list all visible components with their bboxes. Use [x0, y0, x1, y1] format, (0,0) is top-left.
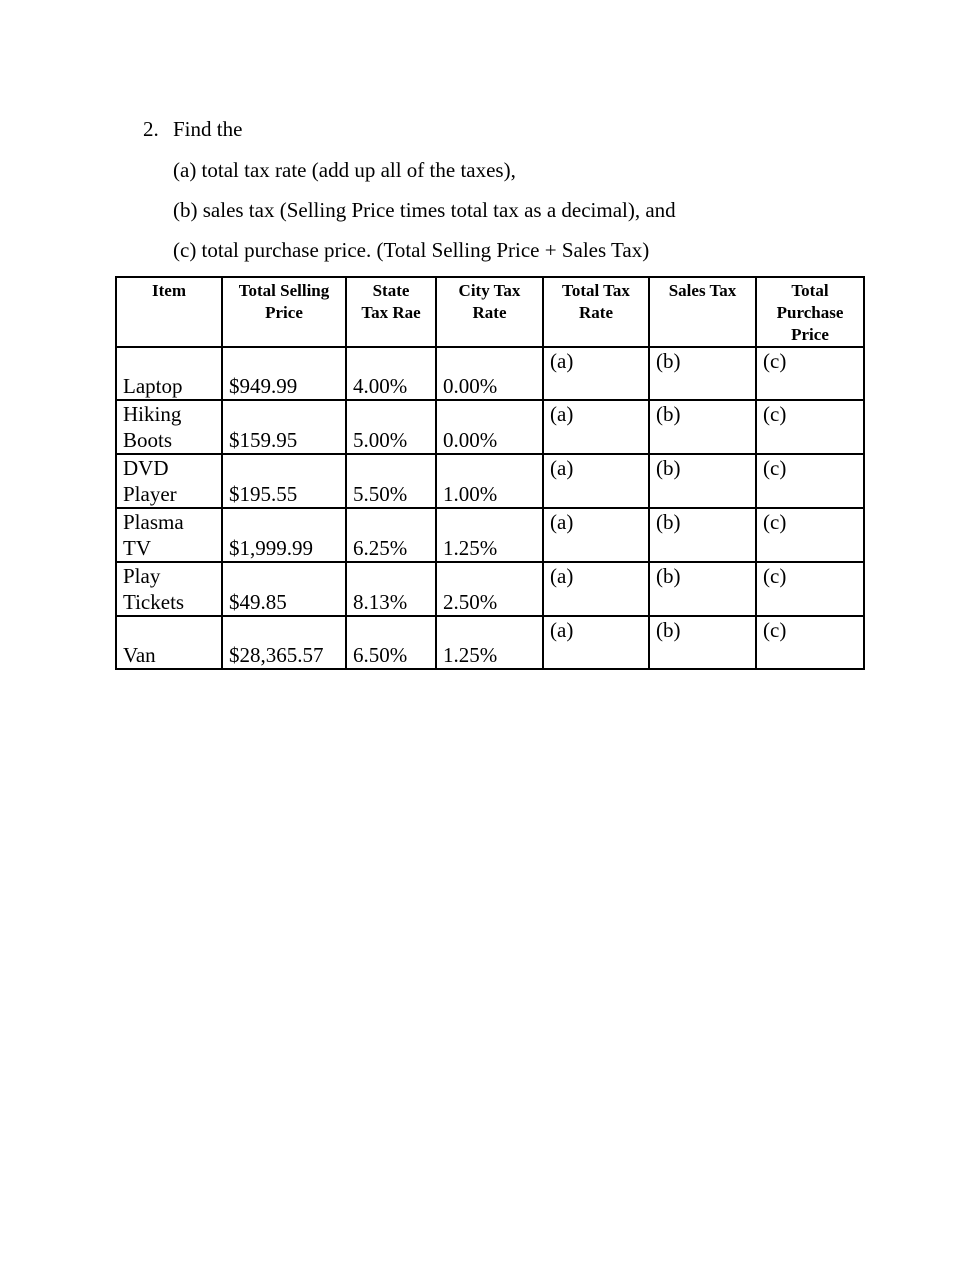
item-name-line: Play — [123, 564, 161, 588]
table-header-row — [116, 277, 864, 347]
state-tax-cell: 4.00% — [346, 347, 436, 400]
item-cell — [116, 562, 222, 616]
question-part-b: (b) sales tax (Selling Price times total tax as a decimal), and — [173, 198, 676, 222]
state-tax-cell: 6.50% — [346, 616, 436, 669]
header-item-line: Item — [152, 281, 186, 300]
header-total-purchase-price — [756, 277, 864, 347]
city-tax-cell: 0.00% — [436, 400, 543, 454]
item-cell — [116, 454, 222, 508]
total-purchase-cell: (c) — [756, 347, 864, 400]
item-cell — [116, 508, 222, 562]
item-name-line: TV — [123, 536, 151, 560]
item-cell — [116, 347, 222, 400]
item-name-line: Plasma — [123, 510, 184, 534]
question-intro: Find the — [173, 117, 243, 141]
state-tax-cell: 5.00% — [346, 400, 436, 454]
table-row — [116, 454, 864, 508]
total-tax-rate-cell: (a) — [543, 454, 649, 508]
sales-tax-cell: (b) — [649, 454, 756, 508]
header-total-selling-price — [222, 277, 346, 347]
header-line: Total Tax — [562, 281, 630, 300]
header-line: City Tax — [458, 281, 521, 300]
total-tax-rate-cell: (a) — [543, 562, 649, 616]
city-tax-cell: 1.00% — [436, 454, 543, 508]
price-cell: $49.85 — [222, 562, 346, 616]
sales-tax-cell: (b) — [649, 508, 756, 562]
header-line: State — [372, 281, 410, 300]
table-row — [116, 347, 864, 400]
price-cell: $195.55 — [222, 454, 346, 508]
sales-tax-cell: (b) — [649, 562, 756, 616]
header-total-tax-rate — [543, 277, 649, 347]
header-line: Purchase — [776, 303, 844, 322]
price-cell: $949.99 — [222, 347, 346, 400]
total-purchase-cell: (c) — [756, 508, 864, 562]
header-line: Rate — [579, 303, 613, 322]
table-row — [116, 508, 864, 562]
table-row — [116, 400, 864, 454]
item-name-line: Player — [123, 482, 177, 506]
total-tax-rate-cell: (a) — [543, 400, 649, 454]
question-part-a: (a) total tax rate (add up all of the taxes), — [173, 158, 516, 182]
state-tax-cell: 6.25% — [346, 508, 436, 562]
header-state-tax-rate — [346, 277, 436, 347]
sales-tax-cell: (b) — [649, 400, 756, 454]
city-tax-cell: 1.25% — [436, 508, 543, 562]
item-name-line: Hiking — [123, 402, 182, 426]
state-tax-cell: 5.50% — [346, 454, 436, 508]
header-line: Price — [791, 325, 829, 344]
question-part-c: (c) total purchase price. (Total Selling Price + Sales Tax) — [173, 238, 650, 262]
header-city-tax-rate — [436, 277, 543, 347]
item-name-line: DVD — [123, 456, 169, 480]
price-cell: $1,999.99 — [222, 508, 346, 562]
city-tax-cell: 1.25% — [436, 616, 543, 669]
item-name-line: Van — [123, 643, 156, 667]
question-number: 2. — [143, 117, 159, 141]
total-tax-rate-cell: (a) — [543, 508, 649, 562]
city-tax-cell: 2.50% — [436, 562, 543, 616]
sales-tax-cell: (b) — [649, 616, 756, 669]
header-item — [116, 277, 222, 347]
tax-table — [115, 276, 865, 670]
header-sales-tax — [649, 277, 756, 347]
item-cell — [116, 400, 222, 454]
header-line: Price — [265, 303, 303, 322]
total-purchase-cell: (c) — [756, 454, 864, 508]
table-row — [116, 616, 864, 669]
header-line: Total — [791, 281, 829, 300]
header-line: Sales Tax — [668, 281, 737, 300]
item-name-line: Laptop — [123, 374, 183, 398]
sales-tax-cell: (b) — [649, 347, 756, 400]
city-tax-cell: 0.00% — [436, 347, 543, 400]
header-line: Tax Rae — [361, 303, 421, 322]
state-tax-cell: 8.13% — [346, 562, 436, 616]
price-cell: $159.95 — [222, 400, 346, 454]
item-name-line: Tickets — [123, 590, 185, 614]
header-line: Total Selling — [238, 281, 330, 300]
price-cell: $28,365.57 — [222, 616, 346, 669]
item-name-line: Boots — [123, 428, 173, 452]
total-tax-rate-cell: (a) — [543, 616, 649, 669]
item-cell — [116, 616, 222, 669]
total-purchase-cell: (c) — [756, 562, 864, 616]
total-purchase-cell: (c) — [756, 400, 864, 454]
total-purchase-cell: (c) — [756, 616, 864, 669]
table-row — [116, 562, 864, 616]
total-tax-rate-cell: (a) — [543, 347, 649, 400]
header-line: Rate — [472, 303, 507, 322]
